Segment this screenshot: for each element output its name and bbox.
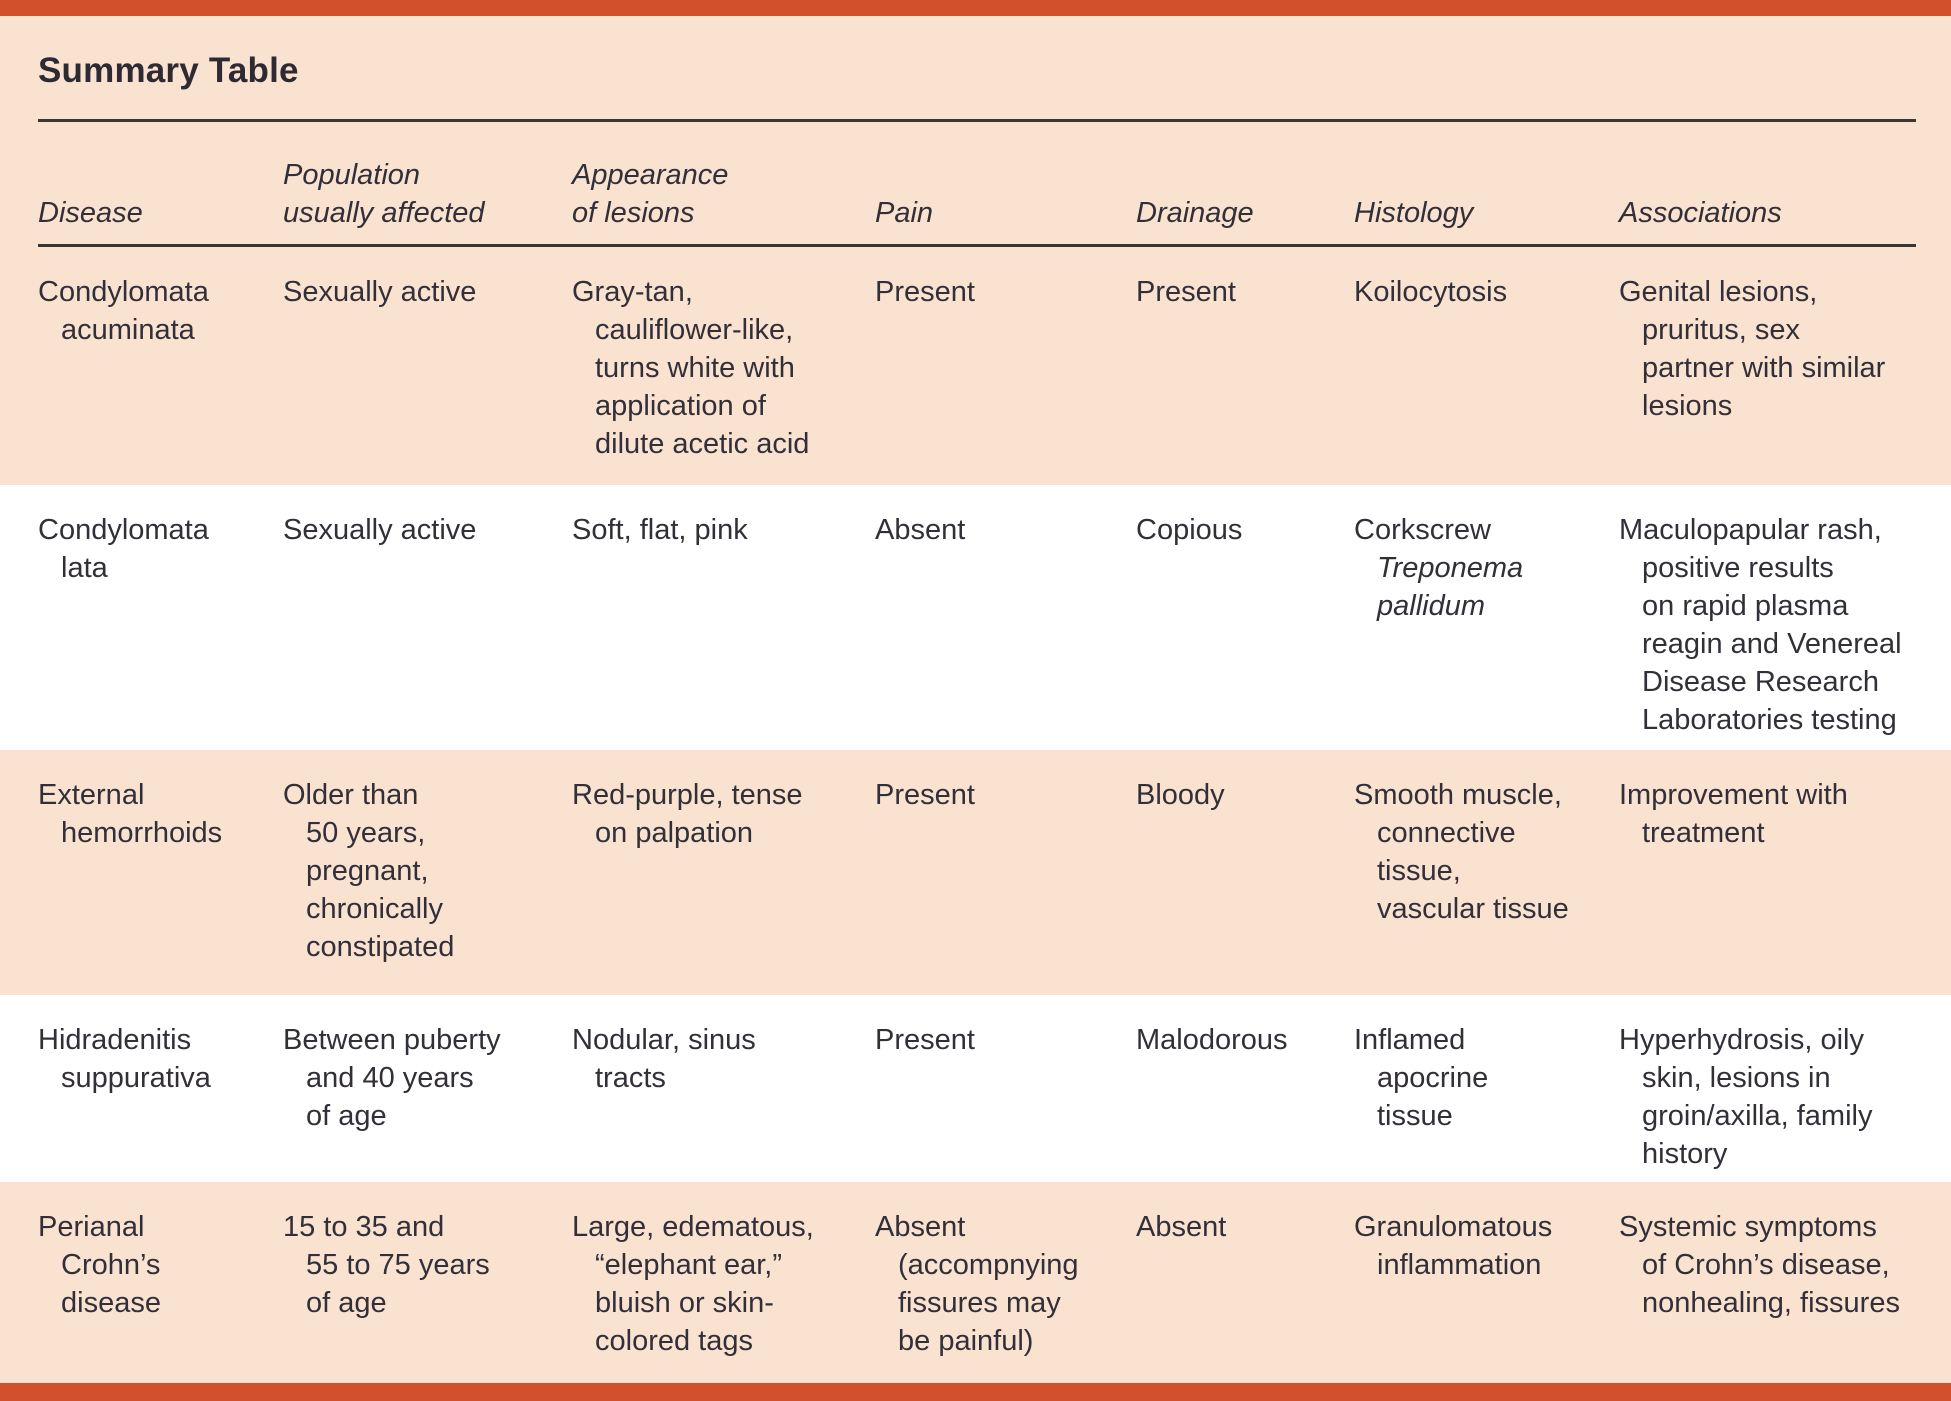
cell-line: Present — [875, 779, 975, 811]
table-cell-associations — [1619, 776, 1916, 966]
bottom-accent-bar — [0, 1383, 1951, 1401]
table-row — [0, 485, 1951, 750]
cell-line: Soft, flat, pink — [572, 514, 748, 546]
cell-line: reagin and Venereal — [1642, 628, 1902, 660]
table-cell-drainage — [1136, 273, 1354, 463]
cell-line: bluish or skin- — [595, 1287, 774, 1319]
cell-line: (accompnying — [898, 1249, 1079, 1281]
table-row-grid — [38, 750, 1916, 966]
table-cell-disease — [38, 273, 283, 463]
table-cell-drainage — [1136, 511, 1354, 739]
table-cell-histology — [1354, 1208, 1619, 1360]
cell-line: Malodorous — [1136, 1024, 1288, 1056]
cell-line: Copious — [1136, 514, 1243, 546]
column-header-line: Appearance — [572, 159, 729, 191]
cell-line: groin/axilla, family — [1642, 1100, 1873, 1132]
table-cell-drainage — [1136, 1208, 1354, 1360]
cell-line: Hidradenitis — [38, 1024, 192, 1056]
cell-line: nonhealing, fissures — [1642, 1287, 1900, 1319]
cell-line: acuminata — [61, 314, 195, 346]
table-cell-associations — [1619, 1021, 1916, 1173]
column-header-line: Disease — [38, 197, 143, 229]
cell-line: lata — [61, 552, 108, 584]
cell-line: on rapid plasma — [1642, 590, 1849, 622]
cell-line: 55 to 75 years — [306, 1249, 490, 1281]
table-cell-population — [283, 1021, 572, 1173]
table-header-row — [38, 122, 1916, 244]
table-cell-drainage — [1136, 776, 1354, 966]
cell-line: lesions — [1642, 390, 1733, 422]
table-cell-pain — [875, 1021, 1136, 1173]
cell-line: pruritus, sex — [1642, 314, 1800, 346]
cell-line: constipated — [306, 931, 455, 963]
table-cell-appearance — [572, 1021, 875, 1173]
cell-line: Corkscrew — [1354, 514, 1491, 546]
cell-line: Present — [875, 1024, 975, 1056]
table-cell-disease — [38, 1021, 283, 1173]
table-row — [0, 750, 1951, 995]
cell-line: positive results — [1642, 552, 1834, 584]
column-header-line: Population — [283, 159, 421, 191]
cell-line: Nodular, sinus — [572, 1024, 756, 1056]
cell-line: vascular tissue — [1377, 893, 1569, 925]
cell-line: fissures may — [898, 1287, 1061, 1319]
cell-line: Disease Research — [1642, 666, 1879, 698]
cell-line: Improvement with — [1619, 779, 1848, 811]
cell-line: pallidum — [1377, 590, 1485, 622]
cell-line: Systemic symptoms — [1619, 1211, 1877, 1243]
cell-line: of age — [306, 1287, 387, 1319]
cell-line: cauliflower-like, — [595, 314, 794, 346]
page-title: Summary Table — [38, 51, 299, 90]
table-cell-appearance — [572, 273, 875, 463]
cell-line: dilute acetic acid — [595, 428, 810, 460]
table-cell-pain — [875, 511, 1136, 739]
column-header-associations — [1619, 194, 1916, 232]
cell-line: Genital lesions, — [1619, 276, 1818, 308]
cell-line: be painful) — [898, 1325, 1034, 1357]
table-row — [0, 995, 1951, 1182]
table-cell-drainage — [1136, 1021, 1354, 1173]
cell-line: suppurativa — [61, 1062, 211, 1094]
cell-line: application of — [595, 390, 766, 422]
cell-line: Treponema — [1377, 552, 1524, 584]
cell-line: turns white with — [595, 352, 795, 384]
cell-line: Present — [875, 276, 975, 308]
cell-line: Maculopapular rash, — [1619, 514, 1882, 546]
table-cell-pain — [875, 273, 1136, 463]
column-header-line: of lesions — [572, 197, 695, 229]
cell-line: Perianal — [38, 1211, 145, 1243]
cell-line: chronically — [306, 893, 443, 925]
cell-line: Absent — [875, 514, 966, 546]
table-cell-associations — [1619, 273, 1916, 463]
table-cell-histology — [1354, 273, 1619, 463]
table-row-grid — [38, 247, 1916, 463]
table-cell-histology — [1354, 511, 1619, 739]
table-cell-appearance — [572, 1208, 875, 1360]
table-cell-disease — [38, 1208, 283, 1360]
cell-line: 15 to 35 and — [283, 1211, 445, 1243]
table-cell-appearance — [572, 511, 875, 739]
table-row-grid — [38, 485, 1916, 739]
table-cell-disease — [38, 511, 283, 739]
cell-line: Condylomata — [38, 276, 209, 308]
cell-line: history — [1642, 1138, 1728, 1170]
table-cell-population — [283, 511, 572, 739]
cell-line: Granulomatous — [1354, 1211, 1553, 1243]
column-header-line: Associations — [1619, 197, 1782, 229]
cell-line: skin, lesions in — [1642, 1062, 1831, 1094]
top-accent-bar — [0, 0, 1951, 16]
column-header-line: Drainage — [1136, 197, 1254, 229]
cell-line: and 40 years — [306, 1062, 474, 1094]
column-header-appearance — [572, 156, 875, 232]
table-cell-disease — [38, 776, 283, 966]
cell-line: apocrine — [1377, 1062, 1489, 1094]
column-header-line: Pain — [875, 197, 934, 229]
cell-line: Older than — [283, 779, 419, 811]
cell-line: tissue — [1377, 1100, 1453, 1132]
cell-line: Present — [1136, 276, 1236, 308]
cell-line: Absent — [1136, 1211, 1227, 1243]
cell-line: Smooth muscle, — [1354, 779, 1562, 811]
table-row-grid — [38, 995, 1916, 1173]
cell-line: disease — [61, 1287, 161, 1319]
cell-line: tracts — [595, 1062, 666, 1094]
cell-line: Koilocytosis — [1354, 276, 1508, 308]
table-cell-appearance — [572, 776, 875, 966]
cell-line: Gray-tan, — [572, 276, 693, 308]
cell-line: Inflamed — [1354, 1024, 1466, 1056]
cell-line: of Crohn’s disease, — [1642, 1249, 1890, 1281]
table-cell-associations — [1619, 1208, 1916, 1360]
cell-line: of age — [306, 1100, 387, 1132]
column-header-histology — [1354, 194, 1619, 232]
table-cell-associations — [1619, 511, 1916, 739]
cell-line: Sexually active — [283, 276, 477, 308]
table-cell-population — [283, 776, 572, 966]
table-content — [0, 16, 1951, 247]
cell-line: Hyperhydrosis, oily — [1619, 1024, 1864, 1056]
cell-line: partner with similar — [1642, 352, 1886, 384]
cell-line: Between puberty — [283, 1024, 501, 1056]
table-cell-pain — [875, 776, 1136, 966]
cell-line: Bloody — [1136, 779, 1225, 811]
column-header-pain — [875, 194, 1136, 232]
table-row-grid — [38, 1182, 1916, 1360]
table-cell-population — [283, 1208, 572, 1360]
cell-line: “elephant ear,” — [595, 1249, 783, 1281]
column-header-population — [283, 156, 572, 232]
column-header-line: usually affected — [283, 197, 485, 229]
cell-line: treatment — [1642, 817, 1765, 849]
cell-line: colored tags — [595, 1325, 753, 1357]
table-cell-histology — [1354, 776, 1619, 966]
column-header-drainage — [1136, 194, 1354, 232]
column-header-line: Histology — [1354, 197, 1474, 229]
cell-line: Absent — [875, 1211, 966, 1243]
table-cell-population — [283, 273, 572, 463]
table-row — [0, 247, 1951, 485]
table-cell-pain — [875, 1208, 1136, 1360]
cell-line: inflammation — [1377, 1249, 1542, 1281]
cell-line: on palpation — [595, 817, 754, 849]
table-row — [0, 1182, 1951, 1388]
cell-line: hemorrhoids — [61, 817, 223, 849]
cell-line: connective — [1377, 817, 1516, 849]
cell-line: Red-purple, tense — [572, 779, 803, 811]
column-header-disease — [38, 194, 283, 232]
table-body — [0, 247, 1951, 1388]
cell-line: Sexually active — [283, 514, 477, 546]
cell-line: Laboratories testing — [1642, 704, 1897, 736]
cell-line: External — [38, 779, 145, 811]
cell-line: pregnant, — [306, 855, 429, 887]
cell-line: Condylomata — [38, 514, 209, 546]
cell-line: Large, edematous, — [572, 1211, 814, 1243]
table-cell-histology — [1354, 1021, 1619, 1173]
cell-line: tissue, — [1377, 855, 1461, 887]
cell-line: Crohn’s — [61, 1249, 161, 1281]
cell-line: 50 years, — [306, 817, 426, 849]
